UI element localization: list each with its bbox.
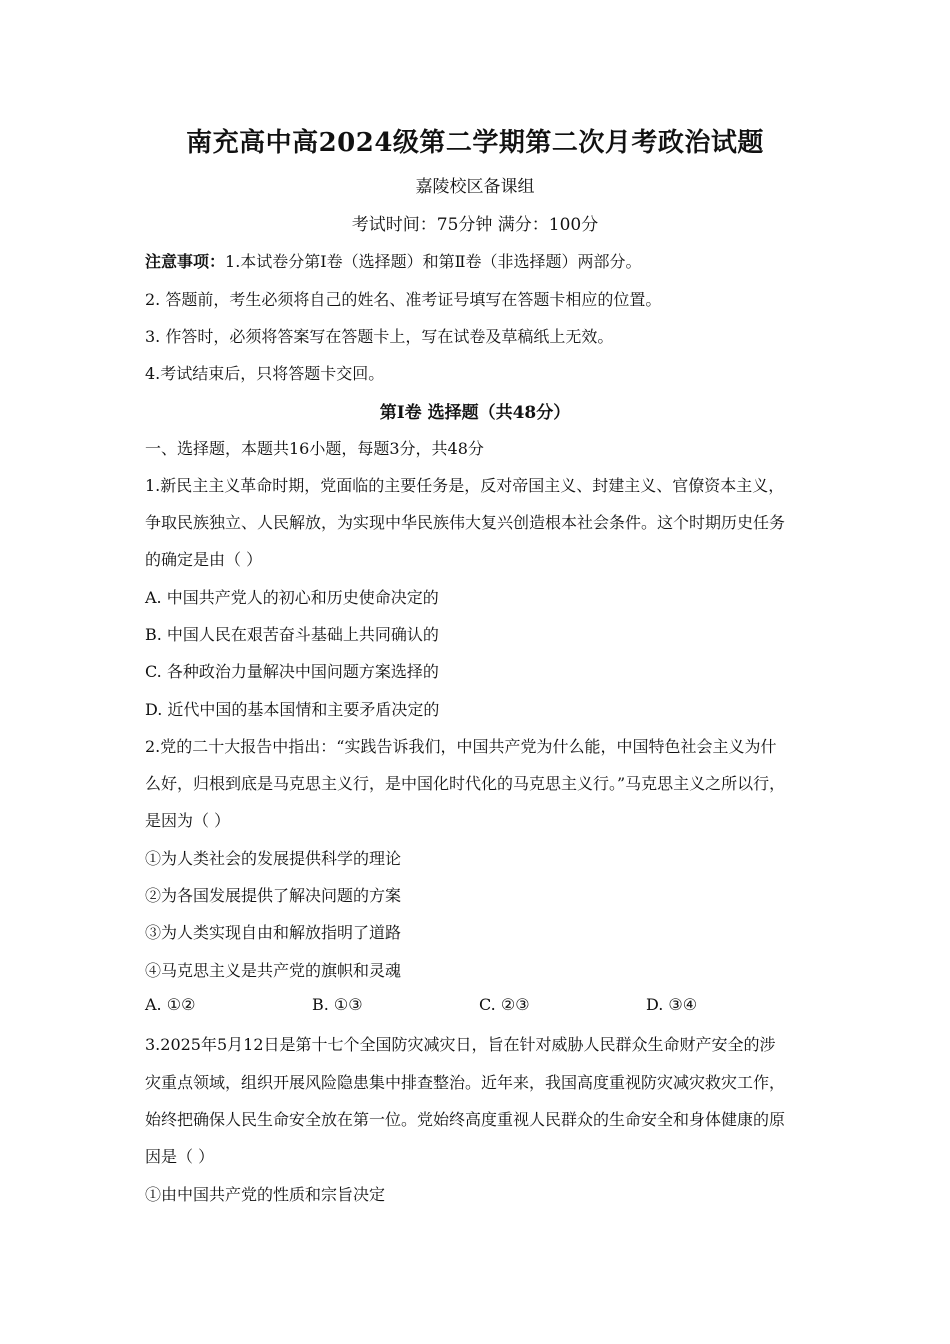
q2-statement: ③为人类实现自由和解放指明了道路 <box>145 923 402 942</box>
q3-stem-line: 灾重点领域，组织开展风险隐患集中排查整治。近年来，我国高度重视防灾减灾救灾工作， <box>145 1073 786 1092</box>
section-heading: 第Ⅰ卷 选择题（共48分） <box>379 403 571 423</box>
q2-option-b: B. ①③ <box>312 995 363 1014</box>
q2-statement: ①为人类社会的发展提供科学的理论 <box>145 849 402 868</box>
q2-statement: ④马克思主义是共产党的旗帜和灵魂 <box>145 961 402 980</box>
q2-option-d: D. ③④ <box>646 995 698 1014</box>
q1-option-a: A. 中国共产党人的初心和历史使命决定的 <box>145 588 439 607</box>
exam-info: 考试时间：75分钟 满分：100分 <box>351 215 599 235</box>
note-item: 2. 答题前，考生必须将自己的姓名、准考证号填写在答题卡相应的位置。 <box>145 290 662 309</box>
q1-stem-line: 的确定是由（ ） <box>145 550 263 569</box>
q2-option-a: A. ①② <box>145 995 196 1014</box>
notes-label: 注意事项： <box>145 252 226 271</box>
q1-option-c: C. 各种政治力量解决中国问题方案选择的 <box>145 662 439 681</box>
q3-statement: ①由中国共产党的性质和宗旨决定 <box>145 1185 386 1204</box>
q3-stem-line: 始终把确保人民生命安全放在第一位。党始终高度重视人民群众的生命安全和身体健康的原 <box>145 1110 786 1129</box>
q1-option-b: B. 中国人民在艰苦奋斗基础上共同确认的 <box>145 625 439 644</box>
q2-statement: ②为各国发展提供了解决问题的方案 <box>145 886 402 905</box>
q1-option-d: D. 近代中国的基本国情和主要矛盾决定的 <box>145 700 440 719</box>
notes-line-1 <box>145 249 825 272</box>
note-item: 1.本试卷分第Ⅰ卷（选择题）和第Ⅱ卷（非选择题）两部分。 <box>225 252 642 271</box>
q1-stem-line: 1.新民主主义革命时期，党面临的主要任务是，反对帝国主义、封建主义、官僚资本主义， <box>145 476 785 495</box>
q1-stem-line: 争取民族独立、人民解放，为实现中华民族伟大复兴创造根本社会条件。这个时期历史任务 <box>145 513 786 532</box>
q3-stem-line: 3.2025年5月12日是第十七个全国防灾减灾日，旨在针对威胁人民群众生命财产安全的涉 <box>145 1035 776 1054</box>
q2-stem-line: 么好，归根到底是马克思主义行，是中国化时代化的马克思主义行。”马克思主义之所以行， <box>145 774 786 793</box>
q2-stem-line: 是因为（ ） <box>145 811 231 830</box>
section-instruction: 一、选择题，本题共16小题，每题3分，共48分 <box>145 439 484 458</box>
note-item: 4.考试结束后，只将答题卡交回。 <box>145 364 385 383</box>
q2-stem-line: 2.党的二十大报告中指出：“实践告诉我们，中国共产党为什么能，中国特色社会主义为什 <box>145 737 777 756</box>
q2-option-c: C. ②③ <box>479 995 530 1014</box>
subtitle: 嘉陵校区备课组 <box>415 177 535 197</box>
page-title: 南充高中高2024级第二学期第二次月考政治试题 <box>186 128 764 158</box>
q3-stem-line: 因是（ ） <box>145 1147 215 1166</box>
note-item: 3. 作答时，必须将答案写在答题卡上，写在试卷及草稿纸上无效。 <box>145 327 614 346</box>
